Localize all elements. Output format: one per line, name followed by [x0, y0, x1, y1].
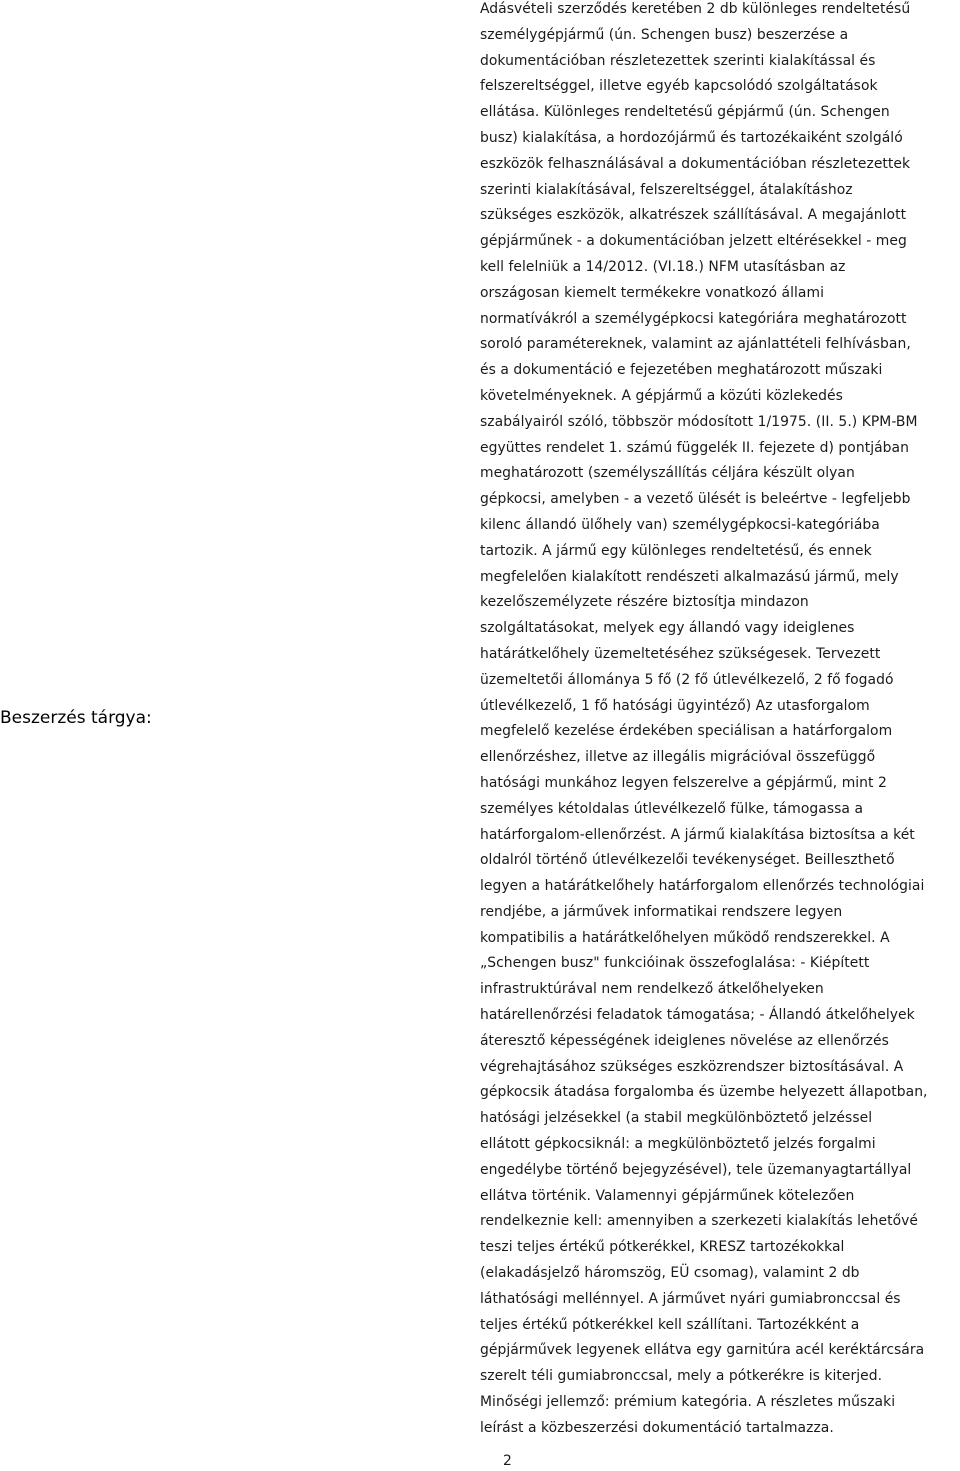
description-line: „Schengen busz" funkcióinak összefoglalása: - Kiépített — [480, 955, 870, 972]
description-line: követelményeknek. A gépjármű a közúti közlekedés — [480, 387, 843, 404]
description-line: útlevélkezelő, 1 fő hatósági ügyintéző) Az utasforgalom — [480, 697, 870, 714]
description-line: szerinti kialakításával, felszereltséggel, átalakításhoz — [480, 181, 853, 198]
description-line: kell felelniük a 14/2012. (VI.18.) NFM utasításban az — [480, 258, 846, 275]
description-line: szükséges eszközök, alkatrészek szállításával. A megajánlott — [480, 207, 907, 224]
description-line: országosan kiemelt termékekre vonatkozó állami — [480, 284, 824, 301]
description-line: infrastruktúrával nem rendelkező átkelőhelyeken — [480, 981, 824, 998]
page-number: 2 — [503, 1453, 512, 1469]
description-line: gépjárművek legyenek ellátva egy garnitúra acél keréktárcsára — [480, 1342, 925, 1359]
description-line: személyes kétoldalas útlevélkezelő fülke, támogassa a — [480, 800, 864, 817]
description-line: normatívákról a személygépkocsi kategóriára meghatározott — [480, 310, 907, 327]
field-label: Beszerzés tárgya: — [0, 708, 152, 728]
description-line: meghatározott (személyszállítás céljára készült olyan — [480, 465, 855, 482]
description-line: busz) kialakítása, a hordozójármű és tartozékaiként szolgáló — [480, 129, 903, 146]
description-line: dokumentációban részletezettek szerinti kialakítással és — [480, 52, 876, 69]
description-line: kezelőszemélyzete részére biztosítja mindazon — [480, 594, 809, 611]
description-line: rendjébe, a járművek informatikai rendszere legyen — [480, 903, 843, 920]
description-line: megfelelően kialakított rendészeti alkalmazású jármű, mely — [480, 568, 899, 585]
description-line: soroló paramétereknek, valamint az ajánlattételi felhívásban, — [480, 336, 911, 353]
description-line: üzemeltetői állománya 5 fő (2 fő útlevélkezelő, 2 fő fogadó — [480, 671, 894, 688]
description-line: Minőségi jellemző: prémium kategória. A részletes műszaki — [480, 1394, 896, 1411]
description-line: engedélybe történő bejegyzésével), tele üzemanyagtartállyal — [480, 1161, 912, 1178]
description-line: szabályairól szóló, többször módosított 1/1975. (II. 5.) KPM-BM — [480, 413, 918, 430]
description-line: ellátott gépkocsiknál: a megkülönböztető jelzés forgalmi — [480, 1136, 876, 1153]
description-line: ellátva történik. Valamennyi gépjárműnek kötelezően — [480, 1187, 855, 1204]
description-line: megfelelő kezelése érdekében speciálisan a határforgalom — [480, 723, 893, 740]
description-line: végrehajtásához szükséges eszközrendszer biztosításával. A — [480, 1058, 904, 1075]
description-line: kilenc állandó ülőhely van) személygépkocsi-kategóriába — [480, 516, 880, 533]
description-line: (elakadásjelző háromszög, EÜ csomag), valamint 2 db — [480, 1265, 860, 1282]
description-line: határátkelőhely üzemeltetéséhez szükségesek. Tervezett — [480, 645, 881, 662]
description-line: tartozik. A jármű egy különleges rendeltetésű, és ennek — [480, 542, 872, 559]
description-line: személygépjármű (ún. Schengen busz) beszerzése a — [480, 26, 849, 43]
description-line: határellenőrzési feladatok támogatása; - Állandó átkelőhelyek — [480, 1007, 915, 1024]
description-line: rendelkeznie kell: amennyiben a szerkezeti kialakítás lehetővé — [480, 1213, 918, 1230]
description-line: láthatósági mellénnyel. A járművet nyári gumiabronccsal és — [480, 1290, 901, 1307]
description-line: gépjárműnek - a dokumentációban jelzett eltérésekkel - meg — [480, 233, 907, 250]
description-line: oldalról történő útlevélkezelői tevékenységet. Beilleszthető — [480, 852, 895, 869]
description-line: Adásvételi szerződés keretében 2 db különleges rendeltetésű — [480, 1, 911, 17]
description-line: hatósági jelzésekkel (a stabil megkülönböztető jelzéssel — [480, 1110, 873, 1127]
description-line: teszi teljes értékű pótkerékkel, KRESZ tartozékokkal — [480, 1239, 845, 1256]
description-line: szolgáltatásokat, melyek egy állandó vagy ideiglenes — [480, 620, 855, 637]
description-line: kompatibilis a határátkelőhelyen működő rendszerekkel. A — [480, 929, 890, 946]
description-line: együttes rendelet 1. számú függelék II. fejezete d) pontjában — [480, 439, 909, 456]
description-line: ellenőrzéshez, illetve az illegális migrációval összefüggő — [480, 749, 876, 766]
description-line: eszközök felhasználásával a dokumentációban részletezettek — [480, 155, 911, 172]
description-line: teljes értékű pótkerékkel kell szállítani. Tartozékként a — [480, 1316, 860, 1333]
description-line: gépkocsi, amelyben - a vezető ülését is beleértve - legfeljebb — [480, 491, 911, 508]
description-line: határforgalom-ellenőrzést. A jármű kialakítása biztosítsa a két — [480, 826, 915, 843]
description-line: felszereltséggel, illetve egyéb kapcsolódó szolgáltatások — [480, 78, 878, 95]
description-line: és a dokumentáció e fejezetében meghatározott műszaki — [480, 362, 883, 379]
description-line: gépkocsik átadása forgalomba és üzembe helyezett állapotban, — [480, 1084, 928, 1101]
description-line: szerelt téli gumiabronccsal, mely a pótkerékre is kiterjed. — [480, 1368, 883, 1385]
description-line: ellátása. Különleges rendeltetésű gépjármű (ún. Schengen — [480, 104, 890, 121]
field-description — [480, 0, 958, 1442]
description-line: leírást a közbeszerzési dokumentáció tartalmazza. — [480, 1419, 834, 1436]
description-line: hatósági munkához legyen felszerelve a gépjármű, mint 2 — [480, 774, 887, 791]
description-line: legyen a határátkelőhely határforgalom ellenőrzés technológiai — [480, 878, 925, 895]
description-line: áteresztő képességének ideiglenes növelése az ellenőrzés — [480, 1032, 889, 1049]
